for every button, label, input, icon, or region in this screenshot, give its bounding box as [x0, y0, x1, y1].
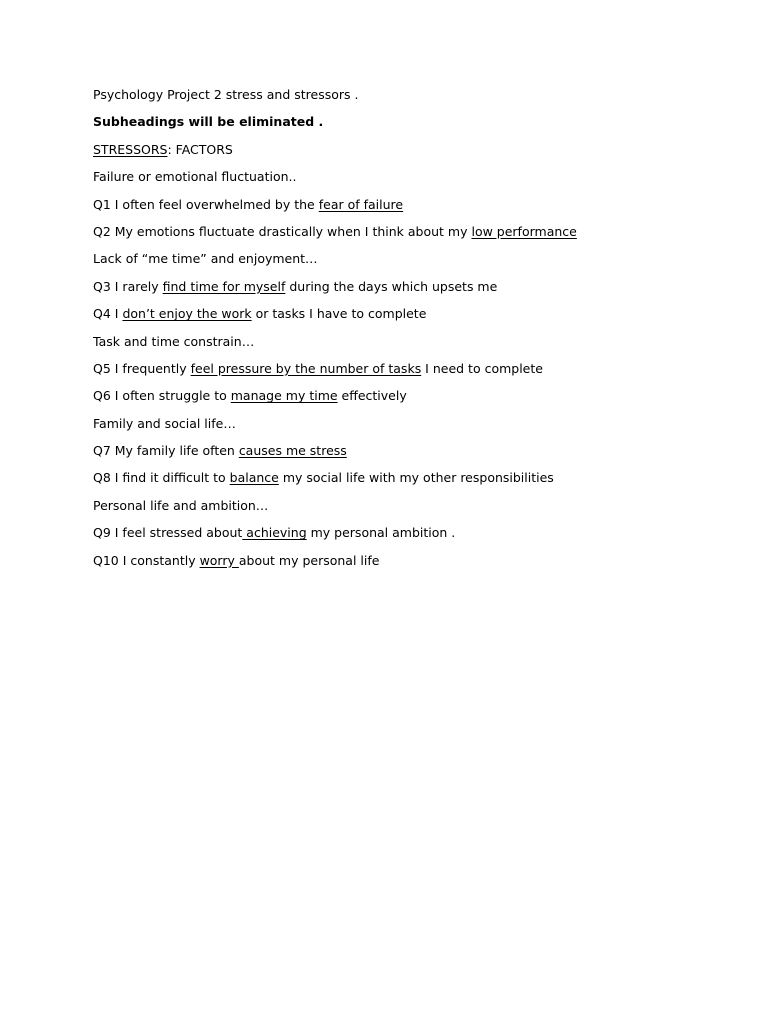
question-text: Q5 I frequently — [93, 360, 191, 376]
question-text-end: my social life with my other responsibilities — [278, 470, 554, 486]
document-title-text: Psychology Project 2 stress and stressors . — [93, 87, 359, 102]
question-underlined-phrase: feel pressure by the number of tasks — [190, 360, 422, 376]
question-q4 — [93, 304, 693, 324]
question-text-end: I need to complete — [421, 360, 543, 376]
question-text: Q4 I — [93, 306, 123, 322]
section-heading-text: Task and time constrain… — [93, 333, 255, 349]
question-q10 — [93, 551, 693, 571]
section-heading-me-time — [93, 249, 693, 269]
question-text: Q7 My family life often — [93, 443, 239, 459]
question-q3 — [93, 277, 693, 297]
question-underlined-phrase: achieving — [242, 525, 307, 541]
question-text: Q9 I feel stressed about — [93, 525, 243, 541]
question-q2 — [93, 222, 693, 242]
question-underlined-phrase: balance — [229, 470, 279, 486]
stressors-label: STRESSORS — [93, 141, 168, 157]
question-underlined-phrase: fear of failure — [318, 196, 404, 212]
question-underlined-phrase: causes me stress — [238, 443, 347, 459]
question-q1 — [93, 195, 693, 215]
question-q8 — [93, 468, 693, 488]
question-underlined-phrase: low performance — [471, 223, 577, 239]
section-heading-failure — [93, 167, 693, 187]
document-title — [93, 85, 693, 105]
section-heading-family-social — [93, 414, 693, 434]
section-heading-text: Lack of “me time” and enjoyment… — [93, 251, 318, 267]
question-text-end: or tasks I have to complete — [251, 306, 427, 322]
question-q9 — [93, 523, 693, 543]
question-text: Q6 I often struggle to — [93, 388, 231, 404]
section-heading-text: Failure or emotional fluctuation.. — [93, 169, 297, 185]
question-text: Q8 I find it difficult to — [93, 470, 230, 486]
question-underlined-phrase: find time for myself — [162, 278, 286, 294]
question-text: Q1 I often feel overwhelmed by the — [93, 196, 319, 212]
question-q5 — [93, 359, 693, 379]
question-text: Q10 I constantly — [93, 552, 200, 568]
question-q7 — [93, 441, 693, 461]
question-text-end: effectively — [337, 388, 407, 404]
question-underlined-phrase: worry — [199, 552, 239, 568]
question-text-end: about my personal life — [238, 552, 380, 568]
subheading-note-text: Subheadings will be eliminated . — [93, 114, 324, 130]
question-text: Q3 I rarely — [93, 278, 163, 294]
question-text-end: my personal ambition . — [306, 525, 456, 541]
question-text: Q2 My emotions fluctuate drastically when I think about my — [93, 223, 472, 239]
section-heading-personal — [93, 496, 693, 516]
section-heading-task-time — [93, 332, 693, 352]
question-underlined-phrase: manage my time — [230, 388, 338, 404]
stressors-suffix: : FACTORS — [167, 141, 233, 157]
question-text-end: during the days which upsets me — [285, 278, 498, 294]
section-heading-text: Personal life and ambition… — [93, 497, 269, 513]
subheading-note — [93, 112, 693, 132]
question-underlined-phrase: don’t enjoy the work — [122, 306, 252, 322]
document-page — [93, 85, 693, 578]
question-q6 — [93, 386, 693, 406]
stressors-heading — [93, 140, 693, 160]
section-heading-text: Family and social life… — [93, 415, 236, 431]
